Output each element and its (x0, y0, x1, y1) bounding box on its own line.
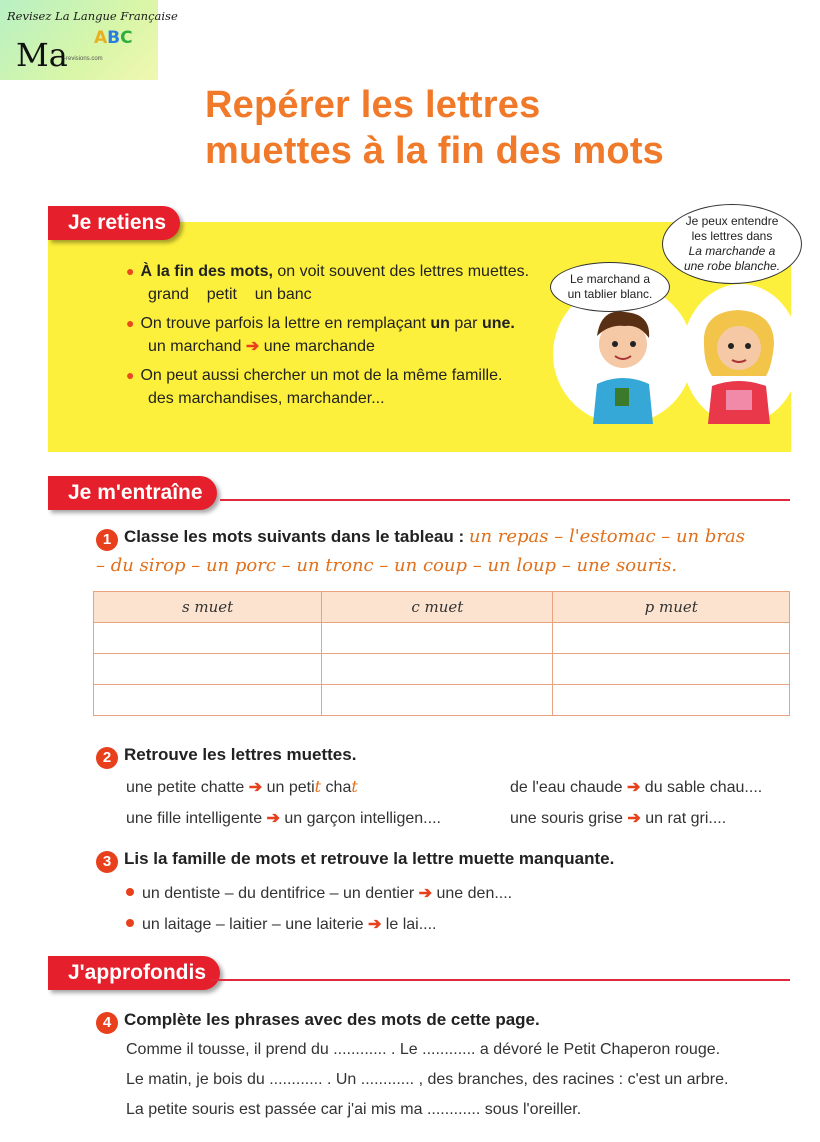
speech-bubble-girl: Je peux entendre les lettres dans La marchande a une robe blanche. (662, 204, 802, 284)
table-cell[interactable] (553, 654, 790, 685)
speech-bubble-boy: Le marchand a un tablier blanc. (550, 262, 670, 312)
exercise-2-item: une petite chatte ➔ un petit chat (126, 777, 358, 796)
section-rule (220, 499, 790, 501)
girl-illustration (682, 284, 800, 424)
rule-1-example: grand petit un banc (148, 286, 312, 303)
rule-3: ● On peut aussi chercher un mot de la même famille. (126, 367, 503, 384)
exercise-1-table (93, 591, 790, 716)
arrow-icon: ➔ (248, 779, 263, 796)
table-header: p muet (553, 592, 790, 623)
rules-box (48, 214, 791, 452)
exercise-2-instruction: 2 Retrouve les lettres muettes. (96, 745, 356, 769)
page-title: Repérer les lettres muettes à la fin des mots (205, 84, 665, 172)
exercise-3-item: un dentiste – du dentifrice – un dentier ➔ une den.... (126, 883, 512, 903)
heading-je-mentraine: Je m'entraîne (48, 476, 217, 510)
site-logo (0, 0, 178, 80)
exercise-1-words: – du sirop – un porc – un tronc – un coup – un loup – une souris. (96, 555, 678, 576)
table-header: c muet (322, 592, 553, 623)
rule-2-example: un marchand ➔ une marchande (148, 338, 375, 355)
table-row (94, 685, 790, 716)
exercise-4-sentence: La petite souris est passée car j'ai mis ma ............ sous l'oreiller. (126, 1101, 582, 1118)
table-cell[interactable] (94, 685, 322, 716)
logo-abc-icon: ABC (94, 28, 133, 48)
table-cell[interactable] (322, 623, 553, 654)
rule-2: ● On trouve parfois la lettre en remplaçant un par une. (126, 315, 515, 332)
section-rule (210, 979, 790, 981)
heading-japprofondis: J'approfondis (48, 956, 220, 990)
exercise-4-instruction: 4 Complète les phrases avec des mots de cette page. (96, 1010, 540, 1034)
table-cell[interactable] (553, 685, 790, 716)
logo-tagline: Revisez La Langue Française (7, 9, 178, 23)
exercise-1-instruction: 1 Classe les mots suivants dans le tableau : un repas – l'estomac – un bras (96, 526, 745, 551)
heading-je-retiens: Je retiens (48, 206, 180, 240)
table-cell[interactable] (322, 654, 553, 685)
table-header: s muet (94, 592, 322, 623)
exercise-4-sentence: Le matin, je bois du ............ . Un ............ , des branches, des racines : c'est un arbre. (126, 1071, 729, 1088)
exercise-2-item: une fille intelligente ➔ un garçon intelligen.... (126, 810, 441, 827)
table-row (94, 654, 790, 685)
arrow-icon: ➔ (418, 885, 433, 902)
arrow-icon: ➔ (266, 810, 280, 827)
rule-3-example: des marchandises, marchander... (148, 390, 385, 407)
arrow-icon: ➔ (626, 779, 641, 796)
exercise-4-sentence: Comme il tousse, il prend du ............ . Le ............ a dévoré le Petit Chaperon rouge. (126, 1041, 721, 1058)
exercise-2-item: une souris grise ➔ un rat gri.... (510, 810, 727, 827)
table-row (94, 623, 790, 654)
table-cell[interactable] (322, 685, 553, 716)
table-cell[interactable] (94, 623, 322, 654)
arrow-icon: ➔ (367, 916, 382, 933)
arrow-icon: ➔ (245, 338, 260, 355)
exercise-3-item: un laitage – laitier – une laiterie ➔ le lai.... (126, 914, 436, 934)
exercise-2-item: de l'eau chaude ➔ du sable chau.... (510, 779, 763, 796)
logo-name: Ma (16, 36, 68, 74)
table-cell[interactable] (553, 623, 790, 654)
exercise-3-instruction: 3 Lis la famille de mots et retrouve la lettre muette manquante. (96, 849, 614, 873)
rule-1: ● À la fin des mots, on voit souvent des lettres muettes. (126, 263, 530, 280)
arrow-icon: ➔ (627, 810, 641, 827)
table-cell[interactable] (94, 654, 322, 685)
logo-subtitle: -revisions.com (64, 56, 103, 62)
